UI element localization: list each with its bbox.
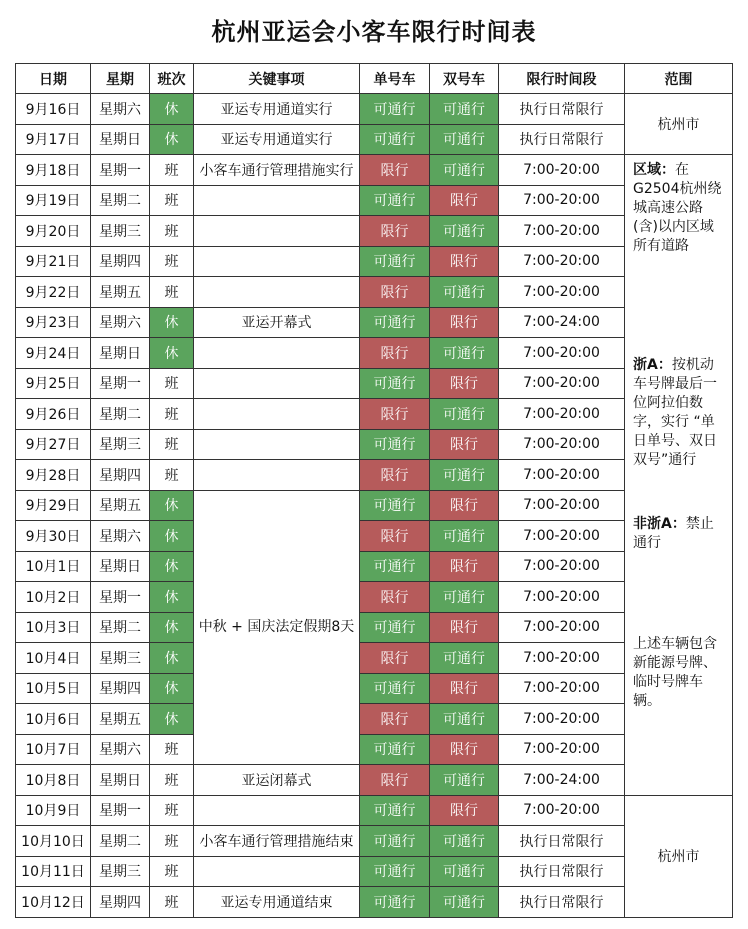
odd-plate-cell: 可通行 xyxy=(360,307,430,338)
nonzhea-text: 禁止通行 xyxy=(633,516,714,551)
shift-cell: 班 xyxy=(150,429,194,460)
date-cell: 9月22日 xyxy=(16,277,91,308)
schedule-table xyxy=(15,63,733,918)
shift-cell: 休 xyxy=(150,612,194,643)
time-cell: 7:00-20:00 xyxy=(499,368,625,399)
event-cell xyxy=(194,277,360,308)
date-cell: 9月23日 xyxy=(16,307,91,338)
weekday-cell: 星期四 xyxy=(91,246,150,277)
date-cell: 9月30日 xyxy=(16,521,91,552)
shift-cell: 班 xyxy=(150,765,194,796)
date-cell: 9月21日 xyxy=(16,246,91,277)
event-cell: 亚运闭幕式 xyxy=(194,765,360,796)
odd-plate-cell: 可通行 xyxy=(360,673,430,704)
time-cell: 7:00-20:00 xyxy=(499,216,625,247)
shift-cell: 班 xyxy=(150,460,194,491)
event-cell xyxy=(194,185,360,216)
shift-cell: 班 xyxy=(150,887,194,918)
even-plate-cell: 可通行 xyxy=(430,704,499,735)
table-row xyxy=(16,795,733,826)
even-plate-cell: 可通行 xyxy=(430,887,499,918)
weekday-cell: 星期日 xyxy=(91,765,150,796)
time-cell: 7:00-20:00 xyxy=(499,582,625,613)
weekday-cell: 星期四 xyxy=(91,887,150,918)
weekday-cell: 星期五 xyxy=(91,490,150,521)
odd-plate-cell: 可通行 xyxy=(360,856,430,887)
even-plate-cell: 可通行 xyxy=(430,856,499,887)
header-shift: 班次 xyxy=(150,64,194,94)
weekday-cell: 星期三 xyxy=(91,643,150,674)
weekday-cell: 星期一 xyxy=(91,582,150,613)
event-cell xyxy=(194,399,360,430)
event-cell xyxy=(194,429,360,460)
date-cell: 10月4日 xyxy=(16,643,91,674)
time-cell: 7:00-20:00 xyxy=(499,399,625,430)
weekday-cell: 星期日 xyxy=(91,338,150,369)
even-plate-cell: 可通行 xyxy=(430,582,499,613)
even-plate-cell: 可通行 xyxy=(430,338,499,369)
shift-cell: 休 xyxy=(150,124,194,155)
weekday-cell: 星期二 xyxy=(91,612,150,643)
even-plate-cell: 可通行 xyxy=(430,460,499,491)
odd-plate-cell: 可通行 xyxy=(360,734,430,765)
weekday-cell: 星期三 xyxy=(91,429,150,460)
time-cell: 7:00-24:00 xyxy=(499,307,625,338)
event-cell xyxy=(194,216,360,247)
even-plate-cell: 限行 xyxy=(430,185,499,216)
time-cell: 7:00-24:00 xyxy=(499,765,625,796)
time-cell: 执行日常限行 xyxy=(499,887,625,918)
weekday-cell: 星期二 xyxy=(91,185,150,216)
shift-cell: 休 xyxy=(150,704,194,735)
even-plate-cell: 可通行 xyxy=(430,94,499,125)
event-cell: 亚运开幕式 xyxy=(194,307,360,338)
even-plate-cell: 限行 xyxy=(430,246,499,277)
even-plate-cell: 限行 xyxy=(430,429,499,460)
weekday-cell: 星期五 xyxy=(91,277,150,308)
date-cell: 9月28日 xyxy=(16,460,91,491)
date-cell: 10月10日 xyxy=(16,826,91,857)
odd-plate-cell: 限行 xyxy=(360,460,430,491)
odd-plate-cell: 限行 xyxy=(360,704,430,735)
date-cell: 10月11日 xyxy=(16,856,91,887)
nonzhea-label: 非浙A： xyxy=(633,516,686,532)
header-even: 双号车 xyxy=(430,64,499,94)
even-plate-cell: 限行 xyxy=(430,307,499,338)
even-plate-cell: 可通行 xyxy=(430,765,499,796)
even-plate-cell: 可通行 xyxy=(430,643,499,674)
time-cell: 7:00-20:00 xyxy=(499,246,625,277)
event-cell xyxy=(194,338,360,369)
odd-plate-cell: 限行 xyxy=(360,765,430,796)
table-row xyxy=(16,155,733,186)
weekday-cell: 星期六 xyxy=(91,521,150,552)
odd-plate-cell: 可通行 xyxy=(360,368,430,399)
date-cell: 9月26日 xyxy=(16,399,91,430)
scope-note: 上述车辆包含新能源号牌、临时号牌车辆。 xyxy=(633,636,717,709)
odd-plate-cell: 限行 xyxy=(360,338,430,369)
weekday-cell: 星期三 xyxy=(91,216,150,247)
holiday-event-cell: 中秋 + 国庆法定假期8天 xyxy=(194,490,360,765)
weekday-cell: 星期日 xyxy=(91,551,150,582)
date-cell: 9月18日 xyxy=(16,155,91,186)
date-cell: 9月29日 xyxy=(16,490,91,521)
even-plate-cell: 限行 xyxy=(430,795,499,826)
even-plate-cell: 限行 xyxy=(430,673,499,704)
shift-cell: 休 xyxy=(150,551,194,582)
even-plate-cell: 可通行 xyxy=(430,124,499,155)
weekday-cell: 星期四 xyxy=(91,460,150,491)
shift-cell: 休 xyxy=(150,521,194,552)
time-cell: 执行日常限行 xyxy=(499,856,625,887)
shift-cell: 班 xyxy=(150,826,194,857)
time-cell: 7:00-20:00 xyxy=(499,734,625,765)
even-plate-cell: 限行 xyxy=(430,368,499,399)
time-cell: 7:00-20:00 xyxy=(499,612,625,643)
odd-plate-cell: 限行 xyxy=(360,582,430,613)
even-plate-cell: 可通行 xyxy=(430,399,499,430)
event-cell: 亚运专用通道实行 xyxy=(194,94,360,125)
shift-cell: 班 xyxy=(150,795,194,826)
time-cell: 7:00-20:00 xyxy=(499,673,625,704)
date-cell: 9月20日 xyxy=(16,216,91,247)
scope-top-cell: 杭州市 xyxy=(625,94,733,155)
odd-plate-cell: 可通行 xyxy=(360,490,430,521)
scope-rules-cell xyxy=(625,155,733,796)
date-cell: 10月6日 xyxy=(16,704,91,735)
weekday-cell: 星期六 xyxy=(91,734,150,765)
weekday-cell: 星期一 xyxy=(91,155,150,186)
event-cell xyxy=(194,368,360,399)
header-row xyxy=(16,64,733,94)
time-cell: 7:00-20:00 xyxy=(499,521,625,552)
time-cell: 7:00-20:00 xyxy=(499,490,625,521)
shift-cell: 班 xyxy=(150,856,194,887)
even-plate-cell: 限行 xyxy=(430,551,499,582)
shift-cell: 休 xyxy=(150,673,194,704)
date-cell: 9月25日 xyxy=(16,368,91,399)
shift-cell: 班 xyxy=(150,216,194,247)
weekday-cell: 星期二 xyxy=(91,399,150,430)
even-plate-cell: 限行 xyxy=(430,612,499,643)
date-cell: 10月12日 xyxy=(16,887,91,918)
area-text: 在G2504杭州绕城高速公路(含)以内区域所有道路 xyxy=(633,162,722,254)
header-odd: 单号车 xyxy=(360,64,430,94)
time-cell: 7:00-20:00 xyxy=(499,551,625,582)
weekday-cell: 星期五 xyxy=(91,704,150,735)
even-plate-cell: 可通行 xyxy=(430,826,499,857)
event-cell: 亚运专用通道实行 xyxy=(194,124,360,155)
shift-cell: 班 xyxy=(150,185,194,216)
zhea-label: 浙A： xyxy=(633,357,672,373)
shift-cell: 休 xyxy=(150,94,194,125)
odd-plate-cell: 可通行 xyxy=(360,185,430,216)
date-cell: 10月1日 xyxy=(16,551,91,582)
date-cell: 9月17日 xyxy=(16,124,91,155)
date-cell: 10月5日 xyxy=(16,673,91,704)
odd-plate-cell: 可通行 xyxy=(360,246,430,277)
scope-bottom-cell: 杭州市 xyxy=(625,795,733,917)
zhea-text: 按机动车号牌最后一位阿拉伯数字，实行 “单日单号、双日双号”通行 xyxy=(633,357,717,468)
event-cell xyxy=(194,795,360,826)
shift-cell: 休 xyxy=(150,582,194,613)
header-date: 日期 xyxy=(16,64,91,94)
weekday-cell: 星期四 xyxy=(91,673,150,704)
time-cell: 7:00-20:00 xyxy=(499,338,625,369)
odd-plate-cell: 限行 xyxy=(360,277,430,308)
date-cell: 10月9日 xyxy=(16,795,91,826)
shift-cell: 班 xyxy=(150,155,194,186)
shift-cell: 班 xyxy=(150,734,194,765)
time-cell: 执行日常限行 xyxy=(499,124,625,155)
date-cell: 10月8日 xyxy=(16,765,91,796)
page-title: 杭州亚运会小客车限行时间表 xyxy=(211,18,537,46)
shift-cell: 休 xyxy=(150,490,194,521)
time-cell: 7:00-20:00 xyxy=(499,460,625,491)
even-plate-cell: 可通行 xyxy=(430,277,499,308)
odd-plate-cell: 限行 xyxy=(360,216,430,247)
date-cell: 9月27日 xyxy=(16,429,91,460)
even-plate-cell: 可通行 xyxy=(430,155,499,186)
event-cell: 小客车通行管理措施实行 xyxy=(194,155,360,186)
date-cell: 9月16日 xyxy=(16,94,91,125)
odd-plate-cell: 限行 xyxy=(360,521,430,552)
area-label: 区域： xyxy=(633,162,675,178)
event-cell xyxy=(194,460,360,491)
event-cell: 小客车通行管理措施结束 xyxy=(194,826,360,857)
odd-plate-cell: 限行 xyxy=(360,643,430,674)
shift-cell: 休 xyxy=(150,338,194,369)
odd-plate-cell: 可通行 xyxy=(360,612,430,643)
weekday-cell: 星期一 xyxy=(91,368,150,399)
weekday-cell: 星期二 xyxy=(91,826,150,857)
odd-plate-cell: 可通行 xyxy=(360,795,430,826)
shift-cell: 班 xyxy=(150,246,194,277)
time-cell: 7:00-20:00 xyxy=(499,704,625,735)
odd-plate-cell: 可通行 xyxy=(360,94,430,125)
odd-plate-cell: 可通行 xyxy=(360,887,430,918)
time-cell: 7:00-20:00 xyxy=(499,429,625,460)
weekday-cell: 星期三 xyxy=(91,856,150,887)
weekday-cell: 星期六 xyxy=(91,307,150,338)
weekday-cell: 星期一 xyxy=(91,795,150,826)
time-cell: 执行日常限行 xyxy=(499,94,625,125)
time-cell: 7:00-20:00 xyxy=(499,277,625,308)
odd-plate-cell: 可通行 xyxy=(360,124,430,155)
header-event: 关键事项 xyxy=(194,64,360,94)
header-scope: 范围 xyxy=(625,64,733,94)
shift-cell: 班 xyxy=(150,368,194,399)
time-cell: 执行日常限行 xyxy=(499,826,625,857)
odd-plate-cell: 限行 xyxy=(360,155,430,186)
shift-cell: 班 xyxy=(150,399,194,430)
even-plate-cell: 可通行 xyxy=(430,521,499,552)
odd-plate-cell: 可通行 xyxy=(360,826,430,857)
header-weekday: 星期 xyxy=(91,64,150,94)
shift-cell: 班 xyxy=(150,277,194,308)
time-cell: 7:00-20:00 xyxy=(499,185,625,216)
even-plate-cell: 可通行 xyxy=(430,216,499,247)
date-cell: 10月2日 xyxy=(16,582,91,613)
odd-plate-cell: 可通行 xyxy=(360,551,430,582)
event-cell xyxy=(194,856,360,887)
weekday-cell: 星期日 xyxy=(91,124,150,155)
time-cell: 7:00-20:00 xyxy=(499,643,625,674)
odd-plate-cell: 限行 xyxy=(360,399,430,430)
table-row xyxy=(16,94,733,125)
date-cell: 10月7日 xyxy=(16,734,91,765)
event-cell: 亚运专用通道结束 xyxy=(194,887,360,918)
odd-plate-cell: 可通行 xyxy=(360,429,430,460)
shift-cell: 休 xyxy=(150,307,194,338)
time-cell: 7:00-20:00 xyxy=(499,155,625,186)
event-cell xyxy=(194,246,360,277)
even-plate-cell: 限行 xyxy=(430,490,499,521)
shift-cell: 休 xyxy=(150,643,194,674)
even-plate-cell: 限行 xyxy=(430,734,499,765)
time-cell: 7:00-20:00 xyxy=(499,795,625,826)
date-cell: 9月24日 xyxy=(16,338,91,369)
header-time: 限行时间段 xyxy=(499,64,625,94)
date-cell: 9月19日 xyxy=(16,185,91,216)
weekday-cell: 星期六 xyxy=(91,94,150,125)
date-cell: 10月3日 xyxy=(16,612,91,643)
